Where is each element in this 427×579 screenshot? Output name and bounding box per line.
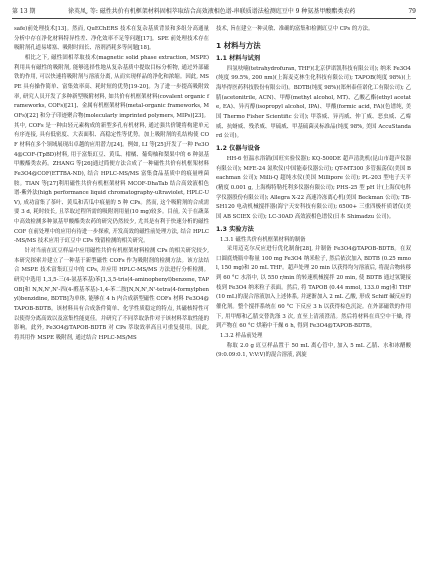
body-paragraph: 针对当前在豇豆样品中应用磁性共价有机框架材料检测 CPs 的相关研究较少, 本研究探索并建立了一种基于新型磁性 COFs 作为吸附剂的检测方法。该方法结合 MSPE 技术富集豇豆中的 CPs, 并应用 HPLC-MS/MS 方法进行分析检测。研究中选用 1,3,5-三(4-氨基苯基)苯[1,3,5-tris(4-aminophenyl)benzene, TAPOB]和 N,N,N',N'-四(4-醛基苯基)-1,4-苯二胺[N,N,N',N'-tetra(4-formylphenyl)benzidine, BDTB]为单体, 能够在 4 h 内合成新型磁性 COFs 材料 Fe3O4@TAPOB-BDTB。该材料具有合成条件简单、化学性质稳定的特点, 其磁核特性可以使得分离高效以及富集性能更佳。并研究了不同萃取条件对于该材料萃取性能的影响。此外, Fe3O4@TAPOB-BDTB 对 CPs 萃取效率高且可重复使用。因此, 将其用作 MSPE 吸附剂, 通过结合 HPLC-MS/MS: [14, 248, 209, 341]
left-column: [14, 25, 209, 344]
subsection-heading: 1.2 仪器与设备: [216, 144, 261, 152]
subsubsection-heading: 1.3.2 样品前处理: [220, 333, 263, 340]
subsubsection-heading: 1.3.1 磁性共价有机框架材料的制备: [220, 236, 306, 243]
running-header: [12, 6, 416, 19]
body-paragraph: safe)前处理技术[13]。然而, QuEChERS 技术在复杂基质背景和多组分高通量分析中存在净化材料特异性差、净化效率不足等问题[17]。SPE 前处理技术存在吸附剂孔道易堵塞、吸附时间长、溶剂消耗多等问题[18]。: [14, 26, 209, 52]
body-paragraph: 相比之下, 磁性固相萃取技术(magnetic solid phase extraction, MSPE)利用具有磁性的吸附剂, 能够选择性地从复杂基质中提取目标分析物, 通过外部磁铁的作用, 可以快速将吸附剂与溶液分离, 从而实现样品的净化和浓缩。因此, MSPE 具有操作简单、富集效率高、耗时短的优势[19-20]。为了进一步提高吸附效率, 研究人员开发了多种新型吸附材料, 如共价有机框架材料(covalent organic frameworks, COFs)[21]、金属有机框架材料(metal-organic frameworks, MOFs)[22] 和分子印迹聚合物(molecularly imprinted polymers, MIPs)[23]。其中, COFs 是一种由轻元素构成的新型多孔有机材料, 通过强共价键将构建单元有序连接, 具有低密度、大表面积、高稳定性等优势。加上吸附剂的孔结构使 COF 材料在多个领域展现出卓越的应用潜力[24]。例如, LI 等[25]开发了一种 Fe3O4@COF-(TpBD)材料, 用于富集豇豆、黄瓜、柑橘、葡萄柚和梨果中的 6 种氨基甲酸酯类农药。ZHANG 等[26]通过简便方法合成了一种磁性共价有机框架材料 Fe3O4@COF(ETTBA-ND), 结合 HPLC-MS/MS 富集食品基质中的痕量唑菌胺。TIAN 等[27]利用磁性共价有机框架材料 MCOF-DhaTab 结合高效液相色谱-紫外法(high performance liquid chromatography-ultraviolet, HPLC-UV), 成功富集了茶叶、黄瓜和苦瓜中痕量的 5 种 CPs。然而, 这个吸附剂的合成需要 3 d, 耗时较长, 且萃取过程所需的吸附剂用量(10 mg)较多。目前, 关于在蔬菜中高效检测多种氨基甲酸酯类农药的研究仍然较少, 尤其是有利于快速分析的磁性 COF 在前处理中的应用有待进一步探索, 开发高效的磁性前处理方法, 结合 HPLC-MS/MS 技术应用于豇豆中 CPs 残留检测的相关研究。: [14, 54, 209, 245]
body-paragraph: 技术, 旨在建立一种灵敏、准确的富集和检测豇豆中 CPs 的方法。: [216, 26, 374, 32]
body-paragraph: 四氢呋喃(tetrahydrofuran, THF)(北京伊诺凯科技有限公司); 纳米 Fe3O4(纯度 99.5%, 200 nm)(上海麦克林生化科技有限公司); TAPOB(纯度 98%)(上海毕得医药科技股份有限公司)。BDTB(纯度 98%)(郑州泰佳诺化工有限公司); 乙腈(acetonitrile, ACN)、甲醇(methyl alcohol, MT)、乙酸乙酯(ethyl acetate, EA)、异丙醇(isopropyl alcohol, IPA)、甲酸(formic acid, FA)(色谱纯, 美国 Thermo Fisher Scientific 公司); 甲萘威、异丙威、仲丁威、恶虫威、乙霉威、抗蚜威、残杀威、甲硫威、甲基硫菌灵标准品(纯度 98%, 美国 AccuStandard 公司)。: [216, 65, 411, 140]
right-column: [216, 25, 411, 361]
section-heading: 1 材料与方法: [216, 40, 261, 50]
subsection-heading: 1.1 材料与试剂: [216, 54, 261, 62]
running-title: 徐英凤, 等: 磁性共价有机框架材料固相萃取结合高效液相色谱-串联质谱法检测豇豆中 9 种氨基甲酸酯类农药: [68, 8, 356, 15]
body-paragraph: HH-6 恒温水浴锅(国旺实验仪器); KQ-500DE 超声清洗机(昆山市超声仪器有限公司); MFE-24 氮吹仪(中国能泰仪器公司); QT-MT300 多管振荡仪(美国 Beachman 公司); Milli-Q 超纯水仪(美国 Millipore 公司); PL-203 型电子天平(精度 0.001 g, 上海梅特勒托利多仪器有限公司); PHS-25 型 pH 计(上海仪电科学仪器股份有限公司); Allegra X-22 高速冷冻离心机(美国 Beckman 公司); TB-SH120 电动机械搅拌器(海宁天安科技有限公司); 6500+ 三重四极杆质谱仪(美国 AB SCIEX 公司); LC-30AD 高效液相色谱仪(日本 Shimadzu 公司)。: [216, 155, 411, 220]
body-paragraph: 采用迈克尔反应进行优化制备[28], 并制备 Fe3O4@TAPOB-BDTB。在双口圆底烧瓶中称量 100 mg Fe3O4 纳米粒子, 然后依次加入 BDTB (0.25 mmol, 150 mg)和 20 mL THF。超声处理 20 min 以获得均匀溶液后, 将混合物转移到 60 °C 水浴中, 以 550 r/min 的转速机械搅拌 20 min, 使 BDTB 通过氢键接枝到 Fe3O4 纳米粒子表面。然后, 将 TAPOB (0.44 mmol, 133.0 mg)和 THF (10 mL)的混合溶液加入上述体系, 并逐渐加入 2 mL 乙酸, 形成 Schiff 碱反应的催化剂。整个搅拌系统在 60 °C 下反应 3 h 以获得棕色沉淀。在外部磁铁的作用下, 用甲醇和乙腈交替洗涤 3 次, 直至上清液澄清。然后将材料在真空中干燥, 得到产物在 60 °C 烘箱中干燥 6 h, 得到 Fe3O4@TAPOB-BDTB。: [216, 246, 411, 330]
page-number: 79: [408, 8, 416, 15]
body-paragraph: 称取 2.0 g 豇豆样品置于 50 mL 离心管中, 加入 5 mL 乙腈、水和冰醋酸(9:0.09:0.1, V:V:V)的混合溶液, 涡旋: [216, 342, 411, 359]
subsection-heading: 1.3 实验方法: [216, 225, 254, 233]
issue-number: 第 13 期: [12, 8, 36, 15]
